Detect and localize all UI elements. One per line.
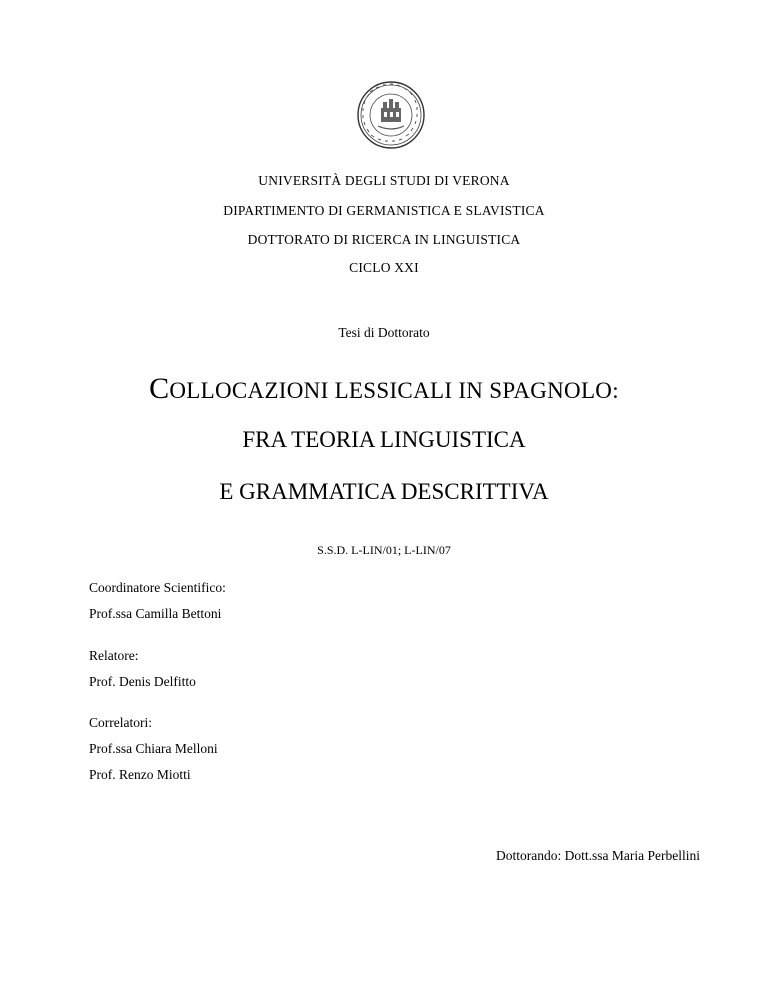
scientific-sector: S.S.D. L-LIN/01; L-LIN/07 — [317, 543, 451, 557]
supervisor-name: Prof. Denis Delfitto — [89, 674, 196, 689]
title-rest: OLLOCAZIONI LESSICALI IN SPAGNOLO: — [169, 378, 619, 403]
cycle: CICLO XXI — [349, 260, 419, 275]
cosupervisor-name: Prof. Renzo Miotti — [89, 767, 191, 782]
supervisor-label: Relatore: — [89, 648, 139, 663]
coordinator-label: Coordinatore Scientifico: — [89, 580, 226, 595]
cosupervisor-name: Prof.ssa Chiara Melloni — [89, 741, 218, 756]
coordinator-name: Prof.ssa Camilla Bettoni — [89, 606, 222, 621]
cosupervisors-label: Correlatori: — [89, 715, 152, 730]
thesis-title-line-2: FRA TEORIA LINGUISTICA — [242, 427, 526, 452]
thesis-title-line-1 — [0, 372, 768, 406]
university-name: UNIVERSITÀ DEGLI STUDI DI VERONA — [258, 173, 510, 188]
doctorate-program: DOTTORATO DI RICERCA IN LINGUISTICA — [247, 232, 521, 247]
thesis-title-line-3: E GRAMMATICA DESCRITTIVA — [219, 479, 549, 504]
candidate: Dottorando: Dott.ssa Maria Perbellini — [496, 848, 700, 863]
thesis-type: Tesi di Dottorato — [338, 325, 430, 340]
department-name: DIPARTIMENTO DI GERMANISTICA E SLAVISTICA — [223, 203, 545, 218]
university-seal — [356, 80, 426, 150]
title-initial: C — [149, 372, 170, 405]
